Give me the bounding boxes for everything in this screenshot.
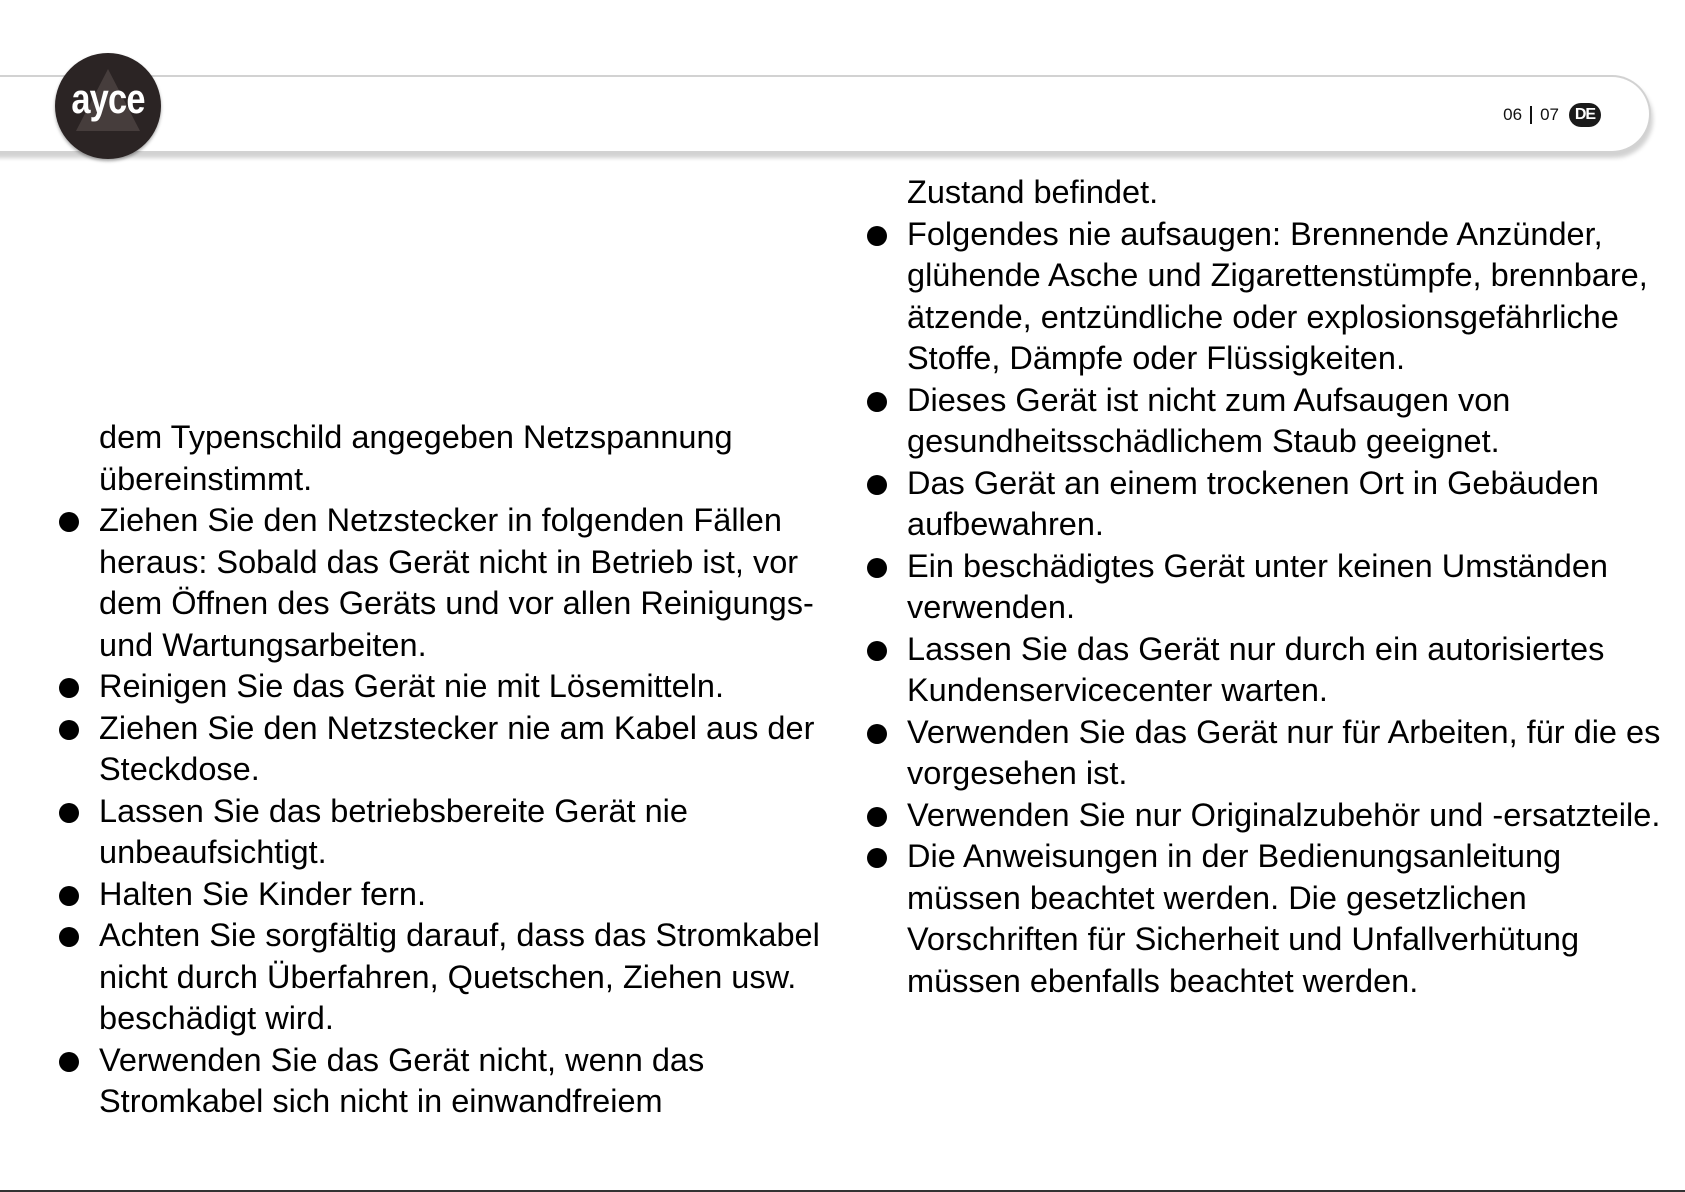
bullet-list-item: Das Gerät an einem trockenen Ort in Gebäuden aufbewahren. bbox=[867, 463, 1667, 546]
left-column-list bbox=[59, 417, 849, 1123]
bullet-list-item: Lassen Sie das Gerät nur durch ein autorisiertes Kundenservicecenter warten. bbox=[867, 629, 1667, 712]
page-indicator bbox=[1503, 103, 1601, 127]
bullet-list-item: Ein beschädigtes Gerät unter keinen Umständen verwenden. bbox=[867, 546, 1667, 629]
bullet-list-item: Verwenden Sie das Gerät nur für Arbeiten, für die es vorgesehen ist. bbox=[867, 712, 1667, 795]
bullet-list-item: Reinigen Sie das Gerät nie mit Lösemitteln. bbox=[59, 666, 849, 708]
page-separator bbox=[1530, 106, 1532, 124]
header-bar bbox=[0, 75, 1651, 153]
logo-text: ayce bbox=[71, 75, 145, 122]
bullet-list-item: Halten Sie Kinder fern. bbox=[59, 874, 849, 916]
bullet-list-item: Verwenden Sie das Gerät nicht, wenn das Stromkabel sich nicht in einwandfreiem bbox=[59, 1040, 849, 1123]
right-column-list bbox=[867, 172, 1667, 1002]
bullet-list-item: Achten Sie sorgfältig darauf, dass das Stromkabel nicht durch Überfahren, Quetschen, Ziehen usw. beschädigt wird. bbox=[59, 915, 849, 1040]
bullet-list-item: Lassen Sie das betriebsbereite Gerät nie unbeaufsichtigt. bbox=[59, 791, 849, 874]
bullet-list-item: Ziehen Sie den Netzstecker in folgenden Fällen heraus: Sobald das Gerät nicht in Betrieb ist, vor dem Öffnen des Geräts und vor allen Reinigungs- und Wartungsarbeiten. bbox=[59, 500, 849, 666]
page-current: 06 bbox=[1503, 105, 1523, 124]
ayce-logo bbox=[55, 53, 161, 159]
language-badge: DE bbox=[1569, 103, 1601, 127]
bullet-list-item: Die Anweisungen in der Bedienungsanleitung müssen beachtet werden. Die gesetzlichen Vorschriften für Sicherheit und Unfallverhütung müssen ebenfalls beachtet werden. bbox=[867, 836, 1667, 1002]
page-total: 07 bbox=[1540, 105, 1559, 124]
continued-list-item: Zustand befindet. bbox=[907, 174, 1159, 210]
bullet-list-item: Verwenden Sie nur Originalzubehör und -ersatzteile. bbox=[867, 795, 1667, 837]
bullet-list-item: Ziehen Sie den Netzstecker nie am Kabel aus der Steckdose. bbox=[59, 708, 849, 791]
continued-list-item: dem Typenschild angegeben Netzspannung übereinstimmt. bbox=[99, 419, 733, 497]
bullet-list-item: Dieses Gerät ist nicht zum Aufsaugen von gesundheitsschädlichem Staub geeignet. bbox=[867, 380, 1667, 463]
bullet-list-item: Folgendes nie aufsaugen: Brennende Anzünder, glühende Asche und Zigarettenstümpfe, brennbare, ätzende, entzündliche oder explosionsgefährliche Stoffe, Dämpfe oder Flüssigkeiten. bbox=[867, 214, 1667, 380]
